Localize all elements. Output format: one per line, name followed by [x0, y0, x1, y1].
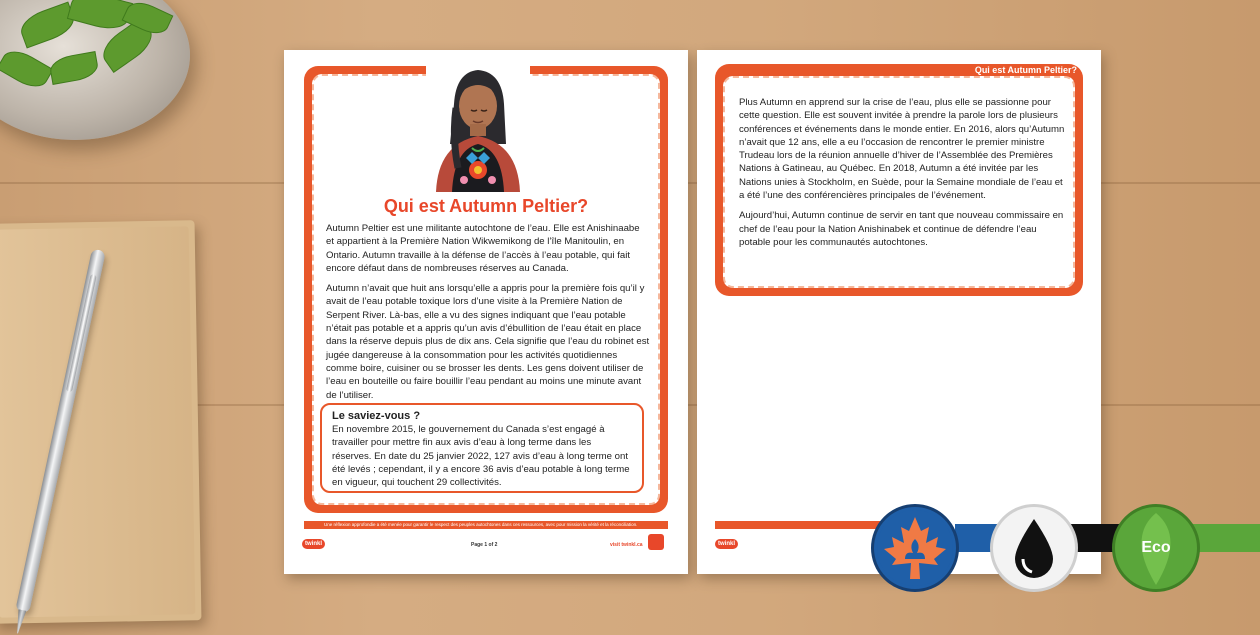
fact-title: Le saviez-vous ? [332, 410, 421, 422]
worksheet-page-1 [284, 50, 688, 574]
page-title: Qui est Autumn Peltier? [383, 196, 589, 216]
paragraph: Aujourd’hui, Autumn continue de servir en tant que nouveau commissaire en chef de l’eau pour la Nation Anishinabek et continue de défendre l’eau potable pour les communautés autochtones. [739, 210, 1064, 248]
paragraph: Autumn Peltier est une militante autochtone de l’eau. Elle est Anishinaabe et appartient à la Première Nation Wikwemikong de l’île Manitoulin, en Ontario. Autumn travaille à la défense de l’accès à l’eau potable, qui fait encore défaut dans de nombreuses réserves au Canada. [326, 223, 640, 274]
twinkl-logo: twinkl [715, 539, 738, 549]
page-header: Qui est Autumn Peltier? [974, 65, 1077, 75]
paragraph: Autumn n’avait que huit ans lorsqu’elle a appris pour la première fois qu’il y avait de l’eau potable toxique lors d’une visite à la Première Nation de Serpent River. Là-bas, elle a vu des signes indiquant que l’eau potable n’était pas potable et a appris qu’un avis d’ébullition de l’eau était en place dans la réserve depuis plus de dix ans. Cela signifie que l’eau du robinet est jugée dangereuse à la consommation pour les activités quotidiennes comme boire, cuisiner ou se brosser les dents. Les gens doivent utiliser de l’eau en bouteille ou faire bouillir l’eau pendant au moins une minute avant de l’utiliser. [326, 283, 650, 401]
paragraph: Plus Autumn en apprend sur la crise de l’eau, plus elle se passionne pour cette question. Elle est souvent invitée à prendre la parole lors de plusieurs conférences et événements dans le monde entier. En 2016, alors qu’Autumn n’avait que 12 ans, elle a eu l’occasion de rencontrer le premier ministre Trudeau lors de la réunion annuelle d’hiver de l’Assemblée des Premières Nations à Gatineau, au Québec. En 2018, Autumn a été invitée par les Nations unies à Stockholm, en Suède, pour la Semaine mondiale de l’eau et a été l’une des conférencières principales de l’événement. [739, 97, 1065, 202]
autumn-peltier-portrait [426, 64, 530, 192]
water-drop-icon [993, 507, 1075, 589]
worksheet-page-2 [697, 50, 1101, 574]
water-badge [990, 504, 1078, 592]
body-text [739, 96, 1065, 256]
body-text [326, 222, 650, 409]
site-link[interactable]: visit twinkl.ca [610, 542, 643, 548]
footnote: Une réflexion approfondie a été menée pour garantir le respect des peuples autochtones dans ces ressources, avec pour mission la vérité et la réconciliation. [324, 522, 638, 527]
fact-text: En novembre 2015, le gouvernement du Canada s’est engagé à travailler pour mettre fin aux avis d’eau à long terme dans les réserves. En date du 25 janvier 2022, 127 avis d’eau à long terme ont été levés ; cependant, il y a encore 36 avis d’eau potable à long terme en vigueur, qui touchent 29 collectivités. [332, 424, 630, 489]
twinkl-badge-icon [648, 534, 664, 550]
page-number: Page 1 of 2 [471, 542, 498, 548]
canada-badge [871, 504, 959, 592]
did-you-know-box [320, 403, 644, 493]
eco-label: Eco [1141, 539, 1171, 556]
twinkl-logo: twinkl [302, 539, 325, 549]
maple-leaf-icon [874, 507, 956, 589]
eco-badge [1112, 504, 1200, 592]
